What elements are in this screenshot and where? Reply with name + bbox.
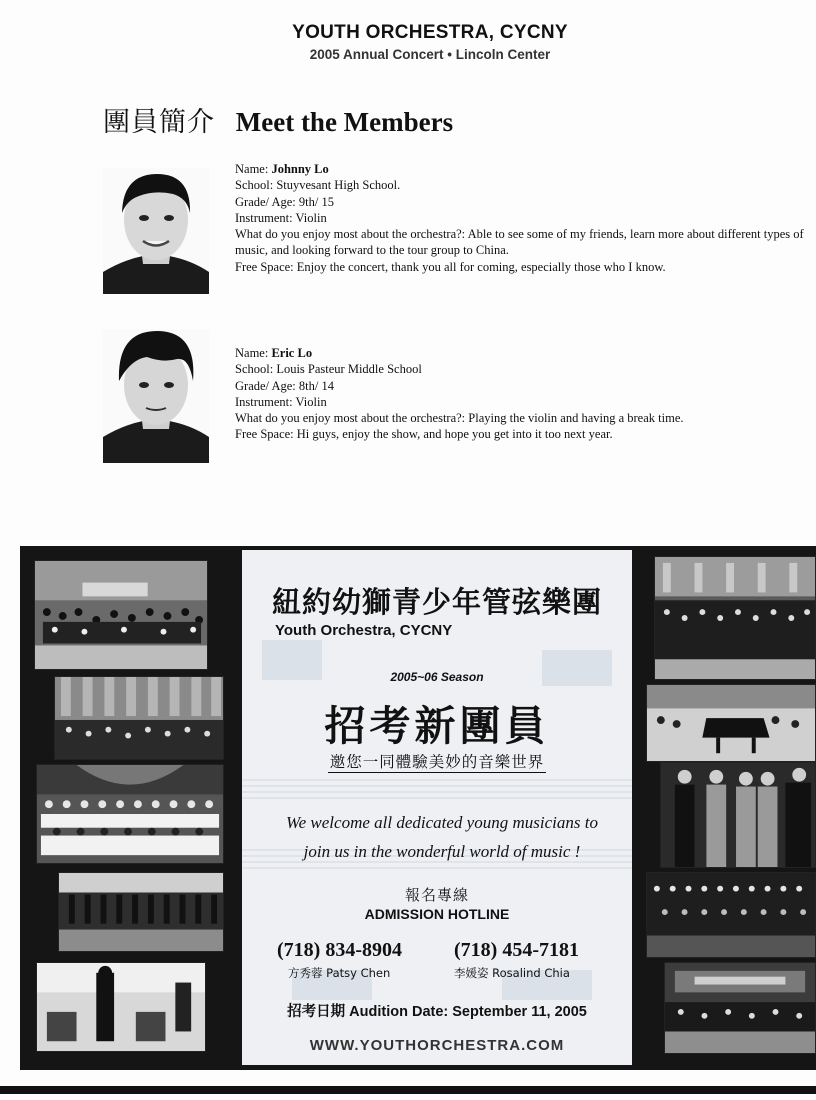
member-instrument: Instrument: Violin [235,394,327,409]
welcome-line: join us in the wonderful world of music ! [303,842,581,861]
hotline-label-zh: 報名專線 [404,886,469,904]
recruitment-ad [20,546,816,1070]
full-orchestra-photo [646,872,816,958]
contact-name: 方秀蓉 Patsy Chen [288,966,391,980]
bottom-rule [0,1086,816,1094]
recruitment-flyer [242,550,632,1065]
member-photo-johnny [103,168,209,294]
conductor-photo [36,962,206,1052]
section-title [103,100,453,139]
member-card-johnny [235,161,805,275]
celebration-concert-photo [664,962,816,1054]
ensemble-photo [58,872,224,952]
member-enjoy: What do you enjoy most about the orchestra?: Playing the violin and having a break time. [235,411,684,426]
name-label: Name: [235,162,269,176]
contact-name: 李媛姿 Rosalind Chia [454,966,570,980]
ad-title-en: Youth Orchestra, CYCNY [275,622,453,639]
welcome-message [282,808,602,866]
phone-number: (718) 834-8904 [277,939,402,961]
ad-title-zh: 紐約幼獅青少年管弦樂團 [271,585,602,619]
member-instrument: Instrument: Violin [235,210,327,225]
member-school: School: Louis Pasteur Middle School [235,362,422,377]
member-name-row [235,345,805,361]
member-name: Johnny Lo [271,162,329,176]
invite-text: 邀您一同體驗美妙的音樂世界 [329,753,545,771]
piano-concert-photo [646,684,816,762]
website-url: WWW.YOUTHORCHESTRA.COM [309,1037,565,1054]
member-photo-eric [103,329,209,463]
member-name-row [235,161,805,177]
member-free-space: Free Space: Hi guys, enjoy the show, and hope you get into it too next year. [235,427,613,442]
orchestra-photo [34,560,208,670]
member-card-eric [235,345,805,443]
concert-hall-photo [654,556,816,680]
phone-number: (718) 454-7181 [454,939,579,961]
audition-date: 招考日期 Audition Date: September 11, 2005 [287,1004,587,1020]
section-title-zh: 團員簡介 [103,107,215,137]
welcome-line: We welcome all dedicated young musicians to [286,813,598,832]
choir-photo [36,764,224,864]
member-free-space: Free Space: Enjoy the concert, thank you all for coming, especially those who I know. [235,259,666,274]
concert-subtitle: 2005 Annual Concert • Lincoln Center [309,47,551,62]
season-label: 2005~06 Season [390,670,484,684]
member-grade-age: Grade/ Age: 9th/ 15 [235,194,334,209]
performers-photo [660,762,816,868]
member-enjoy: What do you enjoy most about the orchestra?: Able to see some of my friends, learn more about different types of music, and looking forward to the tour group to China. [235,227,804,258]
name-label: Name: [235,346,269,360]
recruit-heading: 招考新團員 [324,702,550,750]
orchestra-title: YOUTH ORCHESTRA, CYCNY [292,22,568,43]
orchestra-photo [54,676,224,760]
member-school: School: Stuyvesant High School. [235,178,401,193]
hotline-label-en: ADMISSION HOTLINE [364,906,510,922]
member-name: Eric Lo [271,346,313,360]
member-grade-age: Grade/ Age: 8th/ 14 [235,378,334,393]
invite-line [242,750,632,772]
section-title-en: Meet the Members [235,107,454,137]
